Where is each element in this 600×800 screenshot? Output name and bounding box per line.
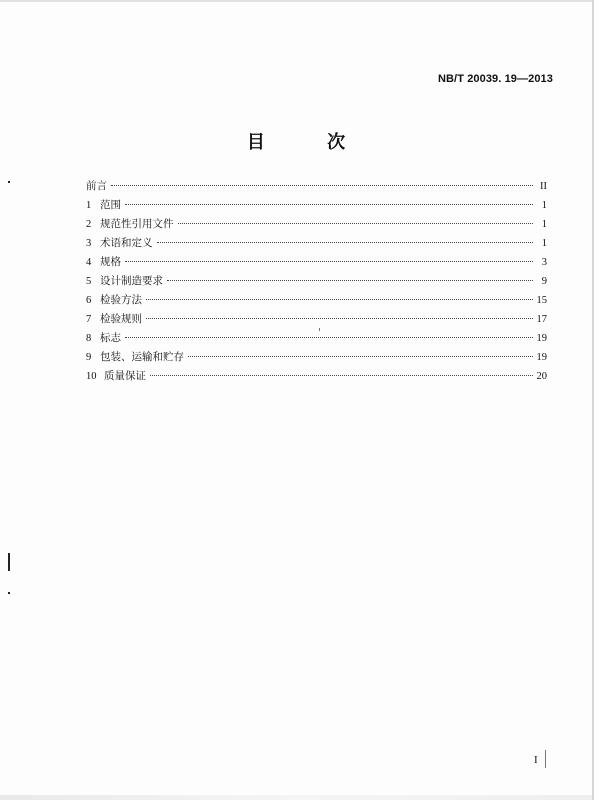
toc-item-label: 规格 (100, 256, 121, 268)
toc-item-scope[interactable] (86, 197, 547, 216)
scan-top-edge (0, 0, 594, 2)
toc-item-label: 设计制造要求 (100, 275, 163, 287)
toc-page-number: 17 (536, 314, 547, 325)
toc-item-label: 检验方法 (100, 294, 142, 306)
scan-bottom-edge (0, 795, 594, 800)
dot-leader (146, 318, 533, 319)
toc-page-number: 1 (541, 219, 547, 230)
toc-item-label: 规范性引用文件 (100, 218, 174, 230)
scan-speck (8, 181, 10, 183)
table-of-contents-title: 目 次 (246, 132, 374, 153)
toc-item-label: 包装、运输和贮存 (100, 351, 184, 363)
toc-page-number: 20 (536, 371, 547, 382)
document-number: NB/T 20039. 19—2013 (437, 73, 553, 85)
toc-item-number: 4 (86, 257, 92, 268)
dot-leader (125, 337, 533, 338)
toc-page-number: 9 (541, 276, 547, 287)
toc-item-terms-definitions[interactable] (86, 235, 547, 254)
toc-item-preface[interactable] (86, 178, 547, 197)
table-of-contents (86, 178, 547, 387)
toc-page-number: 1 (541, 238, 547, 249)
toc-item-normative-references[interactable] (86, 216, 547, 235)
toc-item-design-manufacturing[interactable] (86, 273, 547, 292)
toc-item-number: 3 (86, 238, 92, 249)
dot-leader (188, 356, 533, 357)
toc-item-label: 术语和定义 (100, 237, 153, 249)
scan-speck (8, 592, 10, 594)
toc-item-label: 前言 (86, 180, 107, 192)
toc-item-number: 1 (86, 200, 92, 211)
toc-item-label: 检验规则 (100, 313, 142, 325)
toc-item-number: 5 (86, 276, 92, 287)
toc-item-number: 6 (86, 295, 92, 306)
toc-page-number: 1 (541, 200, 547, 211)
dot-leader (125, 261, 533, 262)
toc-page-number: 15 (536, 295, 547, 306)
dot-leader (146, 299, 533, 300)
dot-leader (167, 280, 533, 281)
page-number: I (534, 754, 538, 766)
toc-item-number: 8 (86, 333, 92, 344)
scan-speck (545, 750, 546, 768)
dot-leader (178, 223, 534, 224)
scan-speck (8, 553, 10, 571)
toc-item-inspection-methods[interactable] (86, 292, 547, 311)
toc-page-number: 3 (541, 257, 547, 268)
dot-leader (111, 185, 533, 186)
toc-item-number: 9 (86, 352, 92, 363)
toc-item-number: 7 (86, 314, 92, 325)
toc-page-number: II (540, 181, 547, 192)
toc-page-number: 19 (536, 333, 547, 344)
toc-item-number: 2 (86, 219, 92, 230)
dot-leader (150, 375, 533, 376)
toc-page-number: 19 (536, 352, 547, 363)
toc-item-inspection-rules[interactable] (86, 311, 547, 330)
toc-item-number: 10 (86, 371, 97, 382)
toc-item-label: 标志 (100, 332, 121, 344)
toc-item-specifications[interactable] (86, 254, 547, 273)
toc-item-marking[interactable] (86, 330, 547, 349)
toc-item-label: 范围 (100, 199, 121, 211)
toc-item-label: 质量保证 (104, 370, 146, 382)
toc-item-quality-assurance[interactable] (86, 368, 547, 387)
toc-item-packaging-transport-storage[interactable] (86, 349, 547, 368)
dot-leader (157, 242, 534, 243)
scan-speck (319, 328, 320, 331)
dot-leader (125, 204, 533, 205)
